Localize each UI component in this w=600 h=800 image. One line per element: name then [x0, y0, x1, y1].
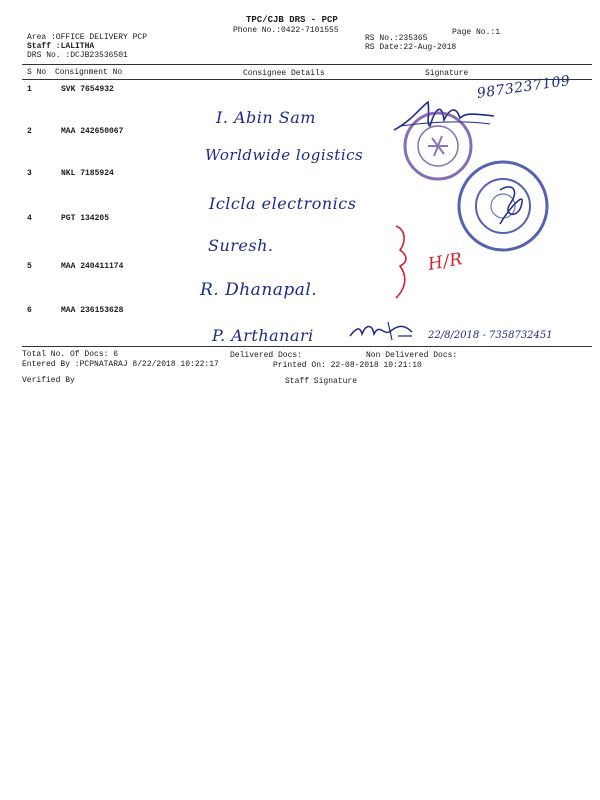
row-4-consignee-handwriting: Suresh.	[208, 236, 274, 255]
non-delivered-docs: Non Delivered Docs:	[366, 351, 458, 360]
row-5-sno: 5	[27, 262, 32, 271]
staff-signature-label: Staff Signature	[285, 377, 358, 386]
column-header-consignee: Consignee Details	[243, 69, 325, 78]
printed-on: Printed On: 22-08-2018 10:21:10	[273, 361, 422, 370]
row-2-sno: 2	[27, 127, 32, 136]
row-3-sno: 3	[27, 169, 32, 178]
header-top-rule	[22, 64, 592, 65]
rs-date: RS Date:22-Aug-2018	[365, 43, 457, 52]
column-header-signature: Signature	[425, 69, 469, 78]
row-2-consignee-handwriting: Worldwide logistics	[205, 146, 364, 164]
row-1-consignment: SVK 7654932	[61, 85, 114, 94]
red-handwritten-mark: H/R	[426, 249, 465, 275]
document-title: TPC/CJB DRS - PCP	[246, 15, 338, 25]
footer-top-rule	[22, 346, 592, 347]
column-header-consignment: Consignment No	[55, 68, 123, 77]
row-6-sno: 6	[27, 306, 32, 315]
row-3-consignment: NKL 7185924	[61, 169, 114, 178]
area-label: Area :OFFICE DELIVERY PCP	[27, 33, 148, 42]
column-header-sno: S No	[27, 68, 47, 77]
row-5-consignment: MAA 240411174	[61, 262, 124, 271]
row-6-consignee-handwriting: P. Arthanari	[212, 326, 314, 345]
delivered-docs: Delivered Docs:	[230, 351, 303, 360]
drs-number: DRS No. :DCJB23536501	[27, 51, 128, 60]
row-2-consignment: MAA 242650067	[61, 127, 124, 136]
red-bracket-icon	[390, 222, 420, 302]
phone-number: Phone No.:0422-7101555	[233, 26, 339, 35]
row-1-sno: 1	[27, 85, 32, 94]
page-number: Page No.:1	[452, 28, 501, 37]
row-6-handwritten-note: 22/8/2018 - 7358732451	[428, 330, 553, 341]
row-3-consignee-handwriting: Iclcla electronics	[209, 194, 357, 213]
header-bottom-rule	[22, 79, 592, 80]
rs-number: RS No.:235365	[365, 34, 428, 43]
entered-by: Entered By :PCPNATARAJ 8/22/2018 10:22:17	[22, 360, 219, 369]
iclcla-electronics-stamp-icon	[455, 158, 551, 254]
total-docs: Total No. Of Docs: 6	[22, 350, 119, 359]
row-4-consignment: PGT 134205	[61, 214, 110, 223]
row-1-consignee-handwriting: I. Abin Sam	[216, 108, 316, 127]
staff-label: Staff :LALITHA	[27, 42, 95, 51]
signature-scribble-2-icon	[348, 318, 428, 344]
row-4-sno: 4	[27, 214, 32, 223]
row-6-consignment: MAA 236153628	[61, 306, 124, 315]
row-5-consignee-handwriting: R. Dhanapal.	[200, 280, 318, 300]
handwritten-phone-number: 9873237109	[476, 72, 572, 102]
verified-by-label: Verified By	[22, 376, 75, 385]
